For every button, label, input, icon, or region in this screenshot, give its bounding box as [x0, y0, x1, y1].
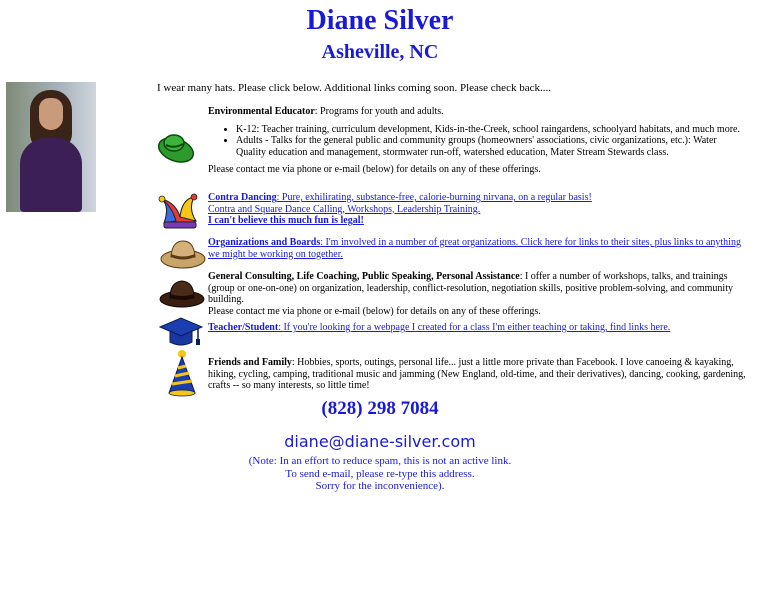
page-subtitle: Asheville, NC: [321, 41, 439, 63]
section-orgs: [208, 237, 746, 260]
note-line: (Note: In an effort to reduce spam, this is not an active link.: [248, 455, 512, 467]
list-item: • K-12: Teacher training, curriculum development, Kids-in-the-Creek, school raingardens, schoolyard habitats, and much more.: [236, 124, 746, 136]
list-item: • Adults - Talks for the general public and community groups (homeowners' associations, civic organizations, etc.): Water Quality education and management, stormwater run-off, watershed education, Mater Stream Stewards class.: [236, 135, 746, 158]
teacher-student-link[interactable]: Teacher/Student: If you're looking for a webpage I created for a class I'm either teaching or taking, find links here.: [208, 322, 671, 333]
organizations-link[interactable]: Organizations and Boards: I'm involved in a number of great organizations. Click here for links to their sites, plus links to anything we might be working on together.: [208, 237, 741, 260]
contra-calling-link[interactable]: Contra and Square Dance Calling, Workshops, Leadership Training.: [208, 203, 481, 215]
section-consulting: [208, 271, 746, 317]
env-list: [208, 124, 746, 159]
section-env: [208, 106, 746, 176]
friends-text: : Hobbies, sports, outings, personal life... just a little more private than Facebook. I love canoeing & kayaking, hiking, cycling, camping, traditional music and jamming (New England, old-time, and their derivatives), dancing, cooking, gardening, crafts -- so many interests, so little time!: [208, 357, 746, 391]
env-contact: Please contact me via phone or e-mail (below) for details on any of these offerings.: [208, 164, 541, 175]
fun-legal-link[interactable]: I can't believe this much fun is legal!: [208, 215, 364, 226]
env-label: Environmental Educator: [208, 106, 315, 117]
green-hat-icon: [156, 128, 196, 171]
jester-hat-icon: [158, 193, 202, 238]
consulting-contact: Please contact me via phone or e-mail (below) for details on any of these offerings.: [208, 305, 541, 317]
email-address: diane@diane-silver.com: [284, 432, 476, 451]
note-line: To send e-mail, please re-type this address.: [285, 467, 475, 480]
page-header: [0, 6, 760, 64]
section-contra: [208, 192, 746, 227]
intro-text: I wear many hats. Please click below. Additional links coming soon. Please check back....: [157, 82, 551, 94]
party-hat-icon: [166, 349, 198, 402]
contra-dancing-link[interactable]: Contra Dancing: Pure, exhilirating, substance-free, calorie-burning nirvana, on a regular basis!: [208, 192, 592, 203]
portrait-photo: [6, 82, 96, 212]
consulting-label: General Consulting, Life Coaching, Public Speaking, Personal Assistance: [208, 271, 520, 282]
fedora-icon: [159, 277, 205, 314]
env-desc: : Programs for youth and adults.: [314, 106, 444, 117]
section-teacher: [208, 322, 746, 334]
straw-hat-icon: [160, 237, 206, 276]
phone-number: (828) 298 7084: [321, 398, 439, 419]
consulting-text: : I offer a number of workshops, talks, and trainings (group or one-on-one) on organization, leadership, conflict-resolution, negotiation skills, positive problem-solving, and community building.: [208, 271, 733, 305]
friends-label: Friends and Family: [208, 357, 292, 368]
note-line: Sorry for the inconvenience).: [315, 480, 445, 492]
spam-note: [0, 455, 760, 493]
section-friends: [208, 357, 746, 392]
page-title: Diane Silver: [306, 5, 454, 36]
